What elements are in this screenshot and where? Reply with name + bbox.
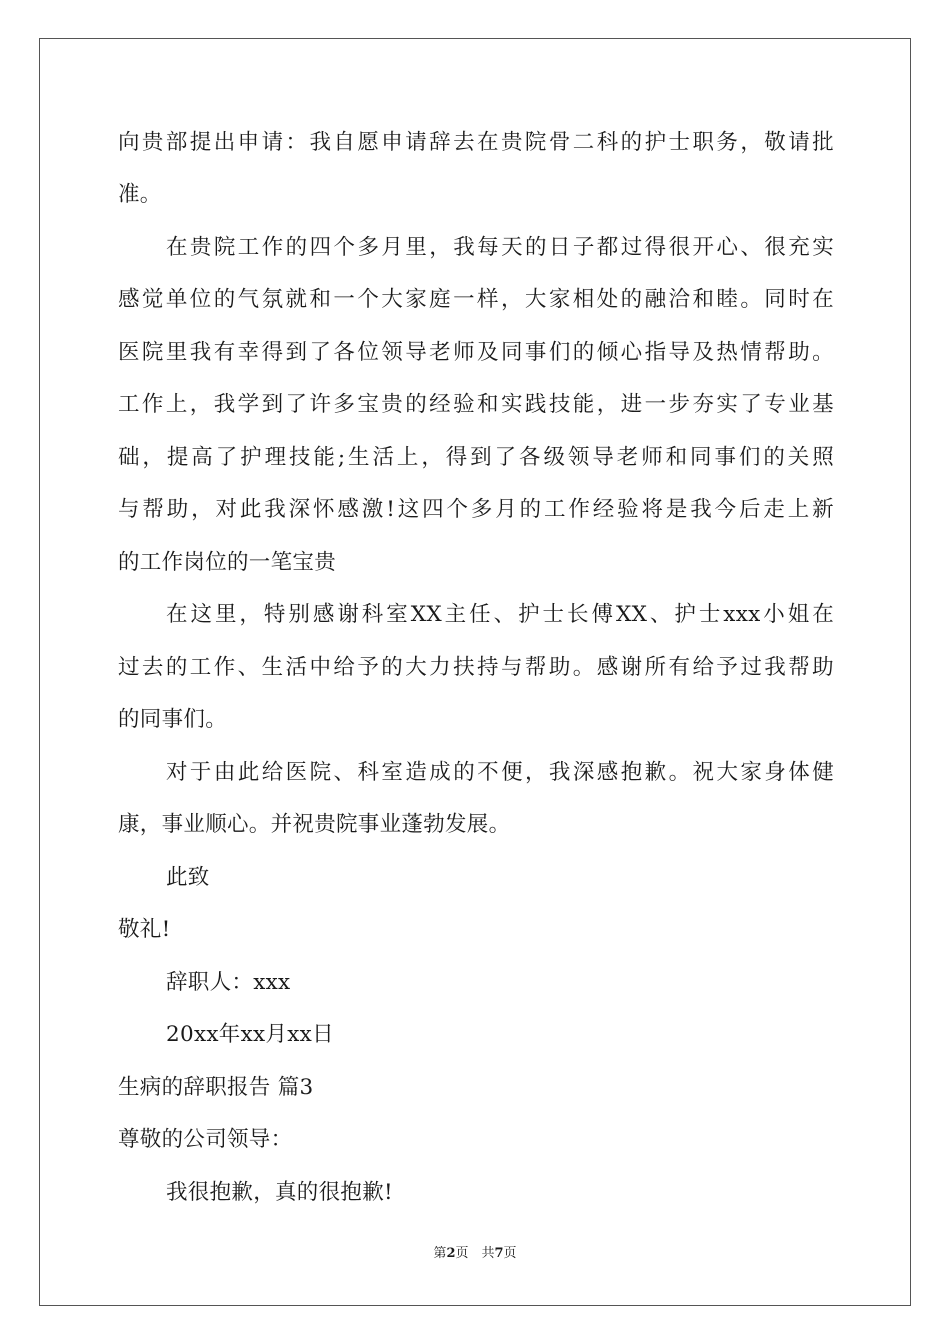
footer-suffix: 页	[503, 1246, 517, 1261]
body-line: 向贵部提出申请：我自愿申请辞去在贵院骨二科的护士职务，敬请批	[118, 130, 834, 155]
footer-prefix: 第	[433, 1246, 447, 1261]
date-line: 20xx年xx月xx日	[166, 1022, 334, 1047]
body-line: 工作上，我学到了许多宝贵的经验和实践技能，进一步夯实了专业基	[118, 392, 834, 417]
body-line: 对于由此给医院、科室造成的不便，我深感抱歉。祝大家身体健	[166, 760, 834, 785]
section-heading: 生病的辞职报告 篇3	[118, 1075, 314, 1100]
body-line: 我很抱歉，真的很抱歉!	[166, 1180, 393, 1205]
body-line: 过去的工作、生活中给予的大力扶持与帮助。感谢所有给予过我帮助	[118, 655, 834, 680]
body-line: 在贵院工作的四个多月里，我每天的日子都过得很开心、很充实	[166, 235, 834, 260]
body-line: 康，事业顺心。并祝贵院事业蓬勃发展。	[118, 812, 511, 837]
signature-line: 辞职人：xxx	[166, 970, 291, 995]
footer-page-number: 2	[446, 1246, 456, 1261]
greeting-line: 尊敬的公司领导：	[118, 1127, 293, 1152]
body-line: 在这里，特别感谢科室XX主任、护士长傅XX、护士xxx小姐在	[166, 602, 834, 627]
page-footer	[0, 1246, 950, 1262]
body-line: 感觉单位的气氛就和一个大家庭一样，大家相处的融洽和睦。同时在	[118, 287, 834, 312]
footer-total-pages: 7	[494, 1246, 504, 1261]
footer-mid: 页 共	[455, 1246, 495, 1261]
body-line: 础，提高了护理技能;生活上，得到了各级领导老师和同事们的关照	[118, 445, 834, 470]
body-line: 与帮助，对此我深怀感激!这四个多月的工作经验将是我今后走上新	[118, 497, 834, 522]
body-line: 的工作岗位的一笔宝贵	[118, 550, 337, 575]
closing-line: 此致	[166, 865, 210, 890]
body-line: 的同事们。	[118, 707, 228, 732]
body-line: 准。	[118, 182, 162, 207]
salutation-line: 敬礼!	[118, 917, 171, 942]
body-line: 医院里我有幸得到了各位领导老师及同事们的倾心指导及热情帮助。	[118, 340, 834, 365]
